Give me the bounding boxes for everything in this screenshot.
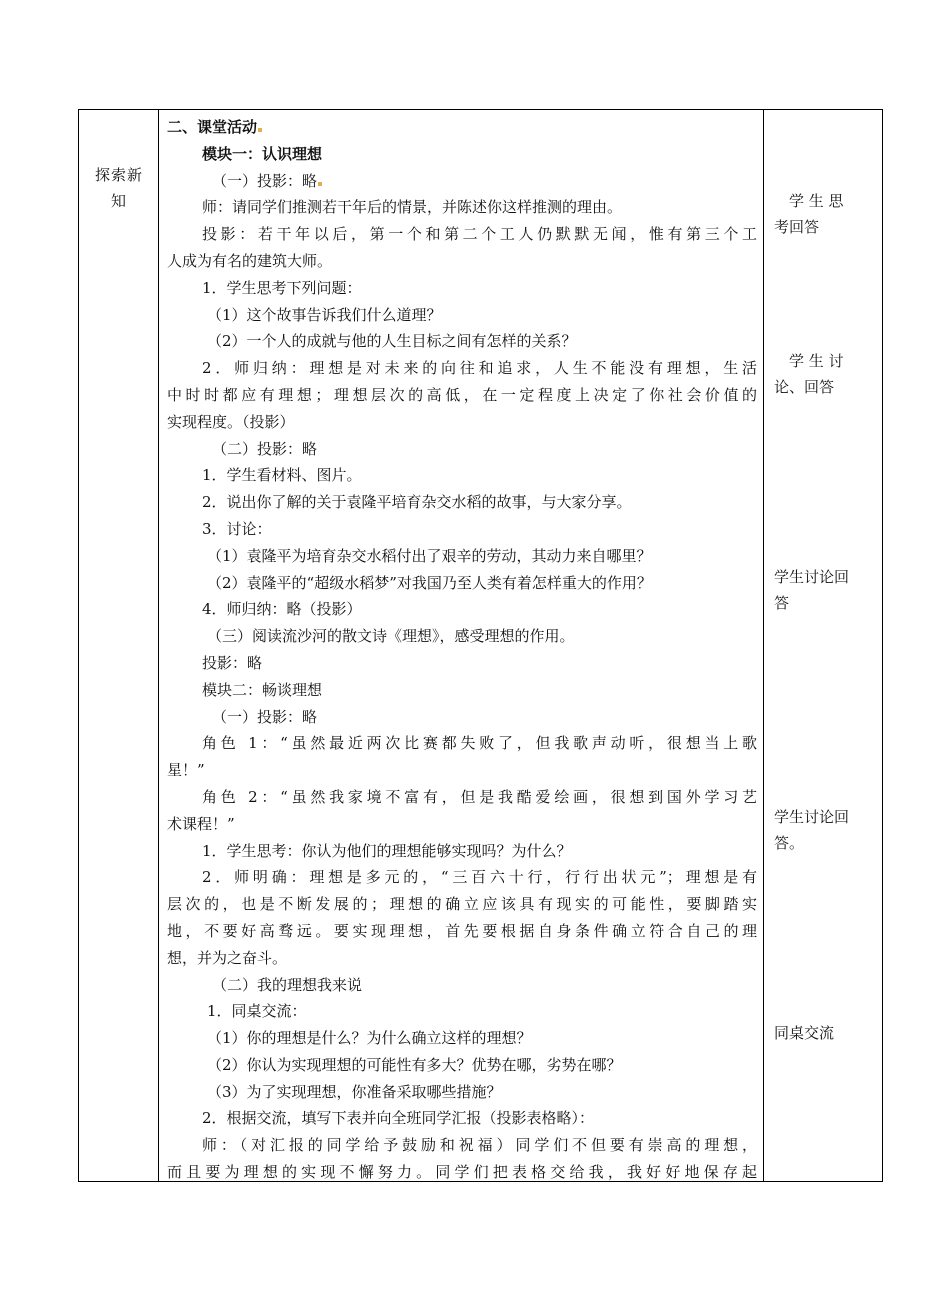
content-line xyxy=(167,275,757,302)
content-line-text: 二、课堂活动 xyxy=(167,118,258,136)
content-line xyxy=(167,1105,757,1132)
content-line xyxy=(167,1052,757,1079)
mark-dot-icon xyxy=(318,182,322,186)
content-line-text: 1．学生看材料、图片。 xyxy=(202,466,362,485)
content-line xyxy=(167,355,757,382)
activity-note xyxy=(774,188,874,240)
content-line xyxy=(167,302,757,329)
content-line-text: （二）我的理想我来说 xyxy=(212,975,363,994)
activity-note-line: 论、回答 xyxy=(774,378,835,396)
content-line-text: 1．同桌交流： xyxy=(207,1002,307,1021)
content-line-text: （三）阅读流沙河的散文诗《理想》，感受理想的作用。 xyxy=(207,627,575,646)
content-line xyxy=(167,838,757,865)
content-line-text: 3．讨论： xyxy=(202,519,272,538)
lesson-table xyxy=(78,109,883,1182)
content-line-text: （一）投影：略 xyxy=(212,171,318,190)
content-line xyxy=(167,650,757,677)
activity-note-line: 答。 xyxy=(774,834,805,852)
content-line-text: 中时时都应有理想；理想层次的高低，在一定程度上决定了你社会价值的 xyxy=(167,385,757,404)
content-line-text: 地，不要好高骛远。要实现理想，首先要根据自身条件确立符合自己的理 xyxy=(167,921,757,940)
content-line xyxy=(167,248,757,275)
content-line xyxy=(167,436,757,463)
content-line-text: （1）你的理想是什么？为什么确立这样的理想？ xyxy=(207,1029,532,1048)
content-line xyxy=(167,114,757,141)
content-line xyxy=(167,328,757,355)
content-line xyxy=(167,891,757,918)
content-line-text: 模块一：认识理想 xyxy=(202,144,323,163)
content-line-text: 角色 1：“虽然最近两次比赛都失败了，但我歌声动听，很想当上歌 xyxy=(202,734,757,753)
content-line-text: （1）袁隆平为培育杂交水稻付出了艰辛的劳动，其动力来自哪里？ xyxy=(207,546,652,565)
content-line xyxy=(167,1025,757,1052)
activity-note-line: 学生讨论回 xyxy=(774,808,850,826)
content-line xyxy=(167,168,757,195)
content-line xyxy=(167,570,757,597)
content-line xyxy=(167,757,757,784)
content-line-text: 投影：略 xyxy=(202,653,263,672)
content-line-text: （1）这个故事告诉我们什么道理？ xyxy=(207,305,442,324)
content-line-text: 想，并为之奋斗。 xyxy=(167,948,288,967)
content-line xyxy=(167,918,757,945)
activity-note xyxy=(774,1020,874,1046)
content-line-text: 术课程！” xyxy=(167,814,235,833)
activity-note xyxy=(774,348,874,400)
content-line-text: 1．学生思考：你认为他们的理想能够实现吗？为什么？ xyxy=(202,841,572,860)
content-line xyxy=(167,972,757,999)
activity-note xyxy=(774,564,874,616)
content-line xyxy=(167,221,757,248)
content-line-text: （2）你认为实现理想的可能性有多大？优势在哪，劣势在哪？ xyxy=(207,1055,622,1074)
content-line-text: 星！” xyxy=(167,761,205,780)
activity-note-line: 学 生 思 xyxy=(774,192,844,210)
content-line-text: 实现程度。（投影） xyxy=(167,412,295,431)
content-line-text: 而且要为理想的实现不懈努力。同学们把表格交给我，我好好地保存起 xyxy=(167,1163,757,1182)
content-line-text: 师：（对汇报的同学给予鼓励和祝福）同学们不但要有崇高的理想， xyxy=(202,1136,757,1155)
content-line-text: 师：请同学们推测若干年后的情景，并陈述你这样推测的理由。 xyxy=(202,198,623,217)
mark-dot-icon xyxy=(258,128,262,132)
content-line-text: 模块二：畅谈理想 xyxy=(202,680,323,699)
content-line xyxy=(167,543,757,570)
content-line xyxy=(167,382,757,409)
section-label-cell xyxy=(79,110,159,1181)
content-line-text: （2）袁隆平的“超级水稻梦”对我国乃至人类有着怎样重大的作用？ xyxy=(207,573,652,592)
content-line xyxy=(167,945,757,972)
content-line xyxy=(167,1132,757,1159)
content-line xyxy=(167,1159,757,1186)
activity-note-line: 答 xyxy=(774,594,790,612)
content-line-text: （2）一个人的成就与他的人生目标之间有怎样的关系？ xyxy=(207,332,577,351)
content-line-text: 2．说出你了解的关于袁隆平培育杂交水稻的故事，与大家分享。 xyxy=(202,493,632,512)
content-line xyxy=(167,1079,757,1106)
content-line xyxy=(167,998,757,1025)
content-line xyxy=(167,409,757,436)
content-line-text: （一）投影：略 xyxy=(212,707,318,726)
content-line-text: 2．师归纳：理想是对未来的向往和追求，人生不能没有理想，生活 xyxy=(202,359,757,378)
content-line xyxy=(167,596,757,623)
content-line-text: （3）为了实现理想，你准备采取哪些措施？ xyxy=(207,1082,502,1101)
content-line xyxy=(167,730,757,757)
content-line xyxy=(167,784,757,811)
content-line xyxy=(167,623,757,650)
content-line-text: （二）投影：略 xyxy=(212,439,318,458)
content-line xyxy=(167,194,757,221)
content-line-text: 4．师归纳：略（投影） xyxy=(202,600,362,619)
content-line-text: 人成为有名的建筑大师。 xyxy=(167,251,333,270)
activity-note-line: 学生讨论回 xyxy=(774,568,850,586)
content-line xyxy=(167,677,757,704)
content-line xyxy=(167,141,757,168)
content-body xyxy=(167,114,757,1186)
activity-note xyxy=(774,804,874,856)
content-line-text: 投影：若干年以后，第一个和第二个工人仍默默无闻，惟有第三个工 xyxy=(202,225,757,244)
content-line-text: 1．学生思考下列问题： xyxy=(202,278,362,297)
content-line xyxy=(167,489,757,516)
content-cell xyxy=(159,110,764,1181)
activity-cell xyxy=(764,110,884,1181)
content-line xyxy=(167,704,757,731)
activity-note-line: 学 生 讨 xyxy=(774,352,844,370)
content-line-text: 角色 2：“虽然我家境不富有，但是我酷爱绘画，很想到国外学习艺 xyxy=(202,787,757,806)
activity-note-line: 同桌交流 xyxy=(774,1024,835,1042)
content-line-text: 层次的，也是不断发展的；理想的确立应该具有现实的可能性，要脚踏实 xyxy=(167,895,757,914)
content-line-text: 2．根据交流，填写下表并向全班同学汇报（投影表格略）： xyxy=(202,1109,595,1128)
section-label-line: 探索新 xyxy=(94,166,143,184)
content-line xyxy=(167,864,757,891)
section-label-line: 知 xyxy=(110,192,127,210)
activity-note-line: 考回答 xyxy=(774,218,820,236)
content-line xyxy=(167,462,757,489)
section-label xyxy=(79,162,159,214)
content-line xyxy=(167,811,757,838)
content-line-text: 2．师明确：理想是多元的，“三百六十行，行行出状元”；理想是有 xyxy=(202,868,757,887)
content-line xyxy=(167,516,757,543)
